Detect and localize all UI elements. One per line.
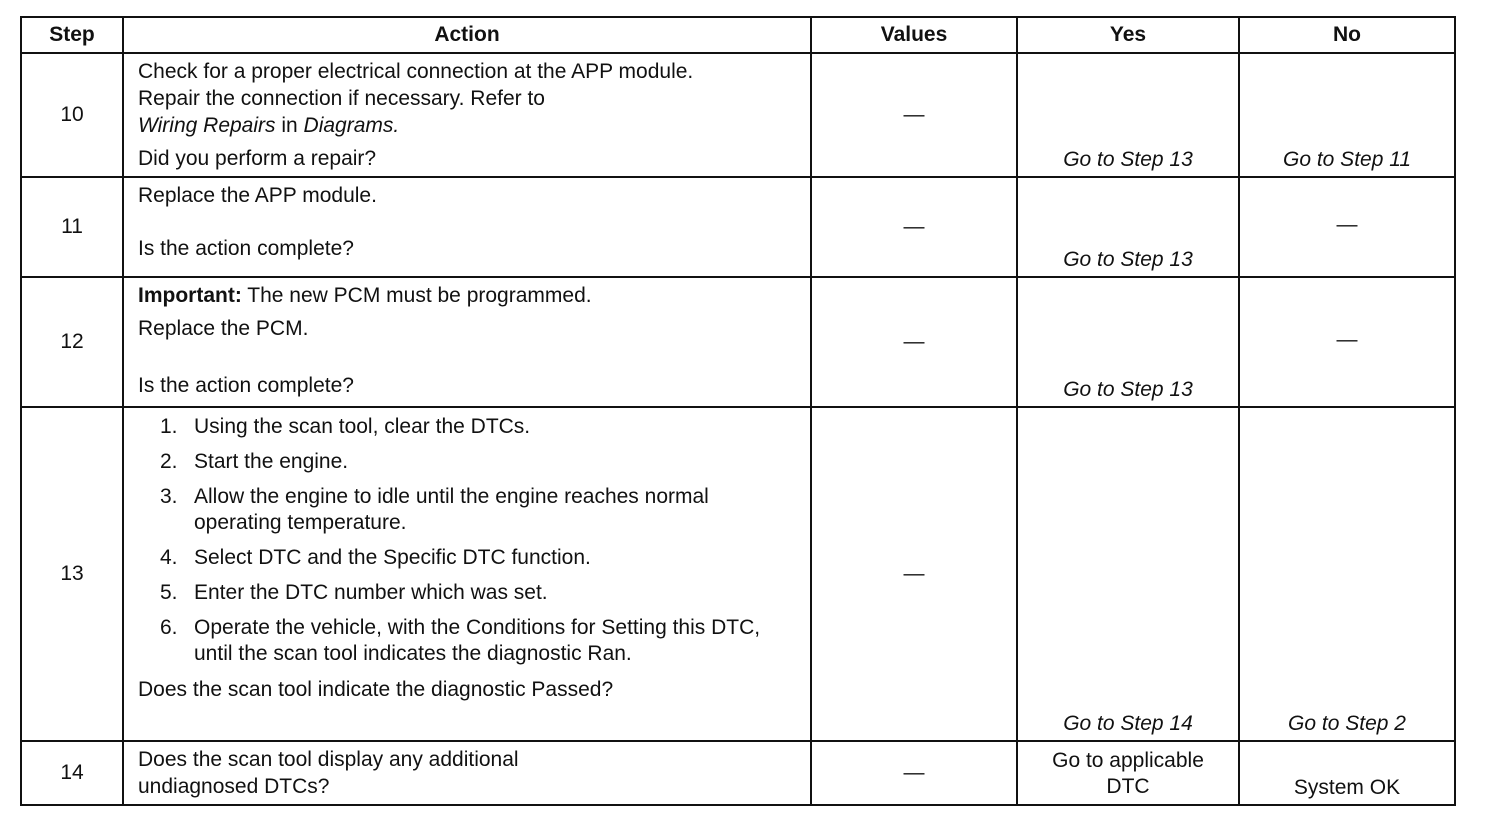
values-cell: — — [811, 407, 1017, 741]
question-text: Did you perform a repair? — [138, 147, 377, 170]
step-number: 13 — [21, 407, 123, 741]
action-cell — [123, 177, 811, 277]
step-number: 10 — [21, 53, 123, 177]
no-cell: Go to Step 2 — [1239, 407, 1455, 741]
action-cell — [123, 53, 811, 177]
substep-item: 1. Using the scan tool, clear the DTCs. — [160, 415, 531, 438]
yes-cell: Go to Step 13 — [1017, 53, 1239, 177]
no-cell: — — [1239, 277, 1455, 407]
values-cell: — — [811, 177, 1017, 277]
important-note: Important: The new PCM must be programmed. — [138, 284, 592, 307]
header-step: Step — [21, 17, 123, 53]
yes-cell: Go to Step 13 — [1017, 277, 1239, 407]
values-cell: — — [811, 53, 1017, 177]
substep-item: 3. Allow the engine to idle until the engine reaches normal operating temperature. — [160, 485, 709, 534]
table-row — [21, 407, 1455, 741]
action-cell — [123, 277, 811, 407]
question-text: Does the scan tool indicate the diagnostic Passed? — [138, 678, 614, 701]
step-number: 14 — [21, 741, 123, 805]
header-no: No — [1239, 17, 1455, 53]
no-cell: System OK — [1239, 741, 1455, 805]
header-yes: Yes — [1017, 17, 1239, 53]
substep-item: 6. Operate the vehicle, with the Conditions for Setting this DTC, until the scan tool indicates the diagnostic Ran. — [160, 616, 761, 665]
action-text: Replace the APP module. — [138, 184, 377, 207]
table-row — [21, 177, 1455, 277]
question-text: Is the action complete? — [138, 237, 354, 260]
values-cell: — — [811, 741, 1017, 805]
header-action: Action — [123, 17, 811, 53]
header-row — [21, 17, 1455, 53]
action-cell — [123, 407, 811, 741]
action-text: Check for a proper electrical connection at the APP module. Repair the connection if necessary. Refer to Wiring Repairs in Diagrams. — [138, 60, 694, 137]
substep-item: 2. Start the engine. — [160, 450, 349, 473]
action-text: Replace the PCM. — [138, 317, 309, 340]
question-text: Does the scan tool display any additional undiagnosed DTCs? — [138, 748, 519, 798]
table-row — [21, 277, 1455, 407]
yes-cell: Go to Step 13 — [1017, 177, 1239, 277]
reference-link: Wiring Repairs — [138, 114, 276, 137]
substep-item: 4. Select DTC and the Specific DTC function. — [160, 546, 591, 569]
question-text: Is the action complete? — [138, 374, 354, 397]
header-values: Values — [811, 17, 1017, 53]
step-number: 12 — [21, 277, 123, 407]
step-number: 11 — [21, 177, 123, 277]
table-row — [21, 53, 1455, 177]
diagnostic-table — [20, 16, 1456, 806]
yes-cell: Go to Step 14 — [1017, 407, 1239, 741]
no-cell: Go to Step 11 — [1239, 53, 1455, 177]
yes-cell: Go to applicable DTC — [1017, 741, 1239, 805]
substep-list — [138, 414, 798, 667]
no-cell: — — [1239, 177, 1455, 277]
substep-item: 5. Enter the DTC number which was set. — [160, 581, 548, 604]
reference-link: Diagrams. — [303, 114, 400, 137]
values-cell: — — [811, 277, 1017, 407]
table-row — [21, 741, 1455, 805]
action-cell — [123, 741, 811, 805]
important-label: Important: — [138, 284, 242, 307]
